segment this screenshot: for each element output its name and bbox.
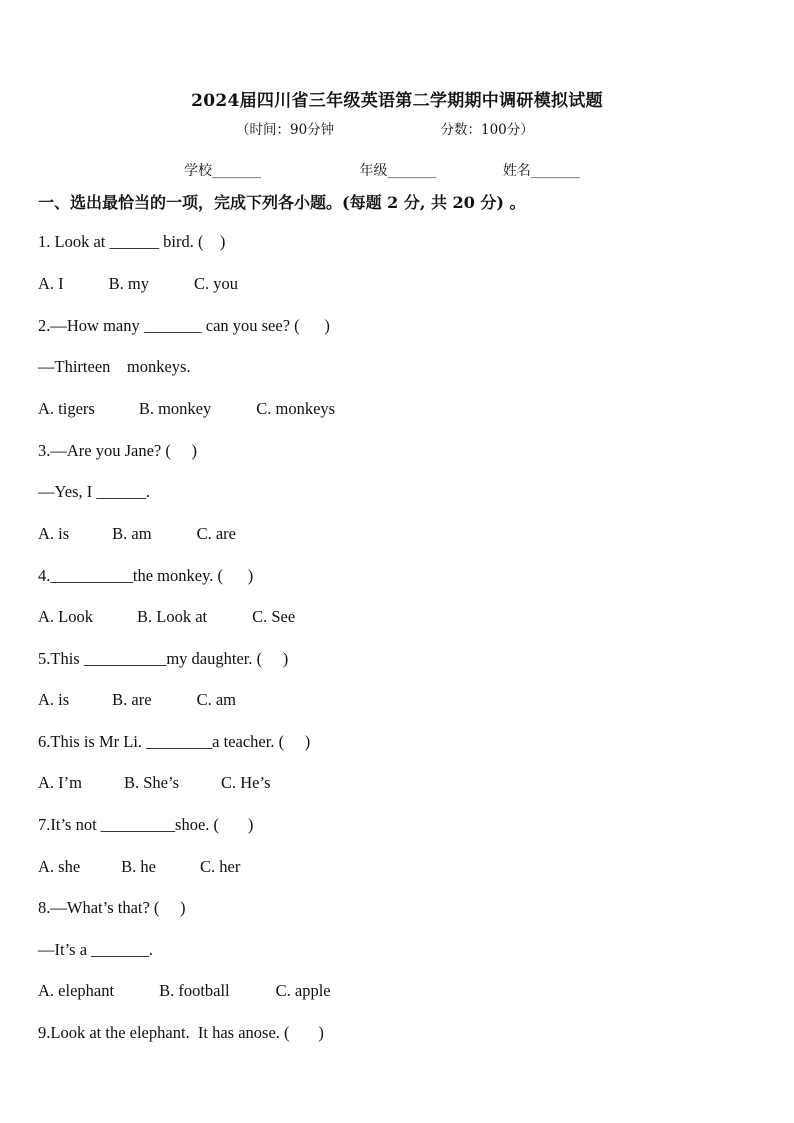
question-options xyxy=(38,690,236,710)
option-c[interactable]: C. her xyxy=(200,857,241,876)
section-heading: 一、选出最恰当的一项，完成下列各小题。(每题 2 分, 共 20 分) 。 xyxy=(38,193,526,212)
student-info xyxy=(184,160,580,180)
option-c[interactable]: C. am xyxy=(196,690,236,709)
option-a[interactable]: A. Look xyxy=(38,607,93,626)
question-options xyxy=(38,524,236,544)
option-c[interactable]: C. are xyxy=(196,524,236,543)
school-field[interactable]: 学校_______ xyxy=(184,163,261,179)
option-b[interactable]: B. he xyxy=(121,857,157,876)
time-label: （时间：90分钟 xyxy=(236,122,335,138)
exam-title: 2024届四川省三年级英语第二学期期中调研模拟试题 xyxy=(191,91,603,111)
exam-meta xyxy=(236,118,534,138)
option-c[interactable]: C. monkeys xyxy=(256,399,336,418)
grade-field[interactable]: 年级_______ xyxy=(359,163,437,179)
option-b[interactable]: B. She’s xyxy=(124,773,180,792)
option-c[interactable]: C. apple xyxy=(275,981,331,1000)
option-c[interactable]: C. He’s xyxy=(221,773,271,792)
question-stem: 7.It’s not _________shoe. ( ) xyxy=(38,815,254,834)
option-b[interactable]: B. are xyxy=(112,690,152,709)
option-a[interactable]: A. she xyxy=(38,857,81,876)
option-a[interactable]: A. is xyxy=(38,524,70,543)
option-b[interactable]: B. monkey xyxy=(138,399,212,418)
question-options xyxy=(38,607,295,627)
score-label: 分数：100分） xyxy=(440,122,534,138)
question-options xyxy=(38,274,238,294)
question-stem: 9.Look at the elephant. It has anose. ( ) xyxy=(38,1023,324,1042)
question-options xyxy=(38,857,240,877)
question-stem: 3.—Are you Jane? ( ) xyxy=(38,441,197,460)
option-a[interactable]: A. is xyxy=(38,690,70,709)
question-stem: 1. Look at ______ bird. ( ) xyxy=(38,232,226,251)
option-a[interactable]: A. elephant xyxy=(38,981,115,1000)
question-stem-line: —Thirteen monkeys. xyxy=(38,357,191,376)
option-b[interactable]: B. Look at xyxy=(137,607,208,626)
question-stem: 4.__________the monkey. ( ) xyxy=(38,566,254,585)
question-stem: 6.This is Mr Li. ________a teacher. ( ) xyxy=(38,732,311,751)
question-stem: 8.—What’s that? ( ) xyxy=(38,898,186,917)
option-a[interactable]: A. I’m xyxy=(38,773,82,792)
question-options xyxy=(38,399,335,419)
question-stem: 2.—How many _______ can you see? ( ) xyxy=(38,316,330,335)
question-stem-line: —Yes, I ______. xyxy=(38,482,151,501)
question-options xyxy=(38,773,271,793)
question-stem-line: —It’s a _______. xyxy=(38,940,154,959)
option-b[interactable]: B. my xyxy=(108,274,150,293)
option-b[interactable]: B. am xyxy=(112,524,152,543)
option-c[interactable]: C. you xyxy=(194,274,239,293)
option-a[interactable]: A. tigers xyxy=(38,399,95,418)
name-field[interactable]: 姓名_______ xyxy=(502,163,580,179)
option-a[interactable]: A. I xyxy=(38,274,64,293)
option-b[interactable]: B. football xyxy=(159,981,230,1000)
option-c[interactable]: C. See xyxy=(252,607,296,626)
question-options xyxy=(38,981,331,1001)
question-stem: 5.This __________my daughter. ( ) xyxy=(38,649,289,668)
